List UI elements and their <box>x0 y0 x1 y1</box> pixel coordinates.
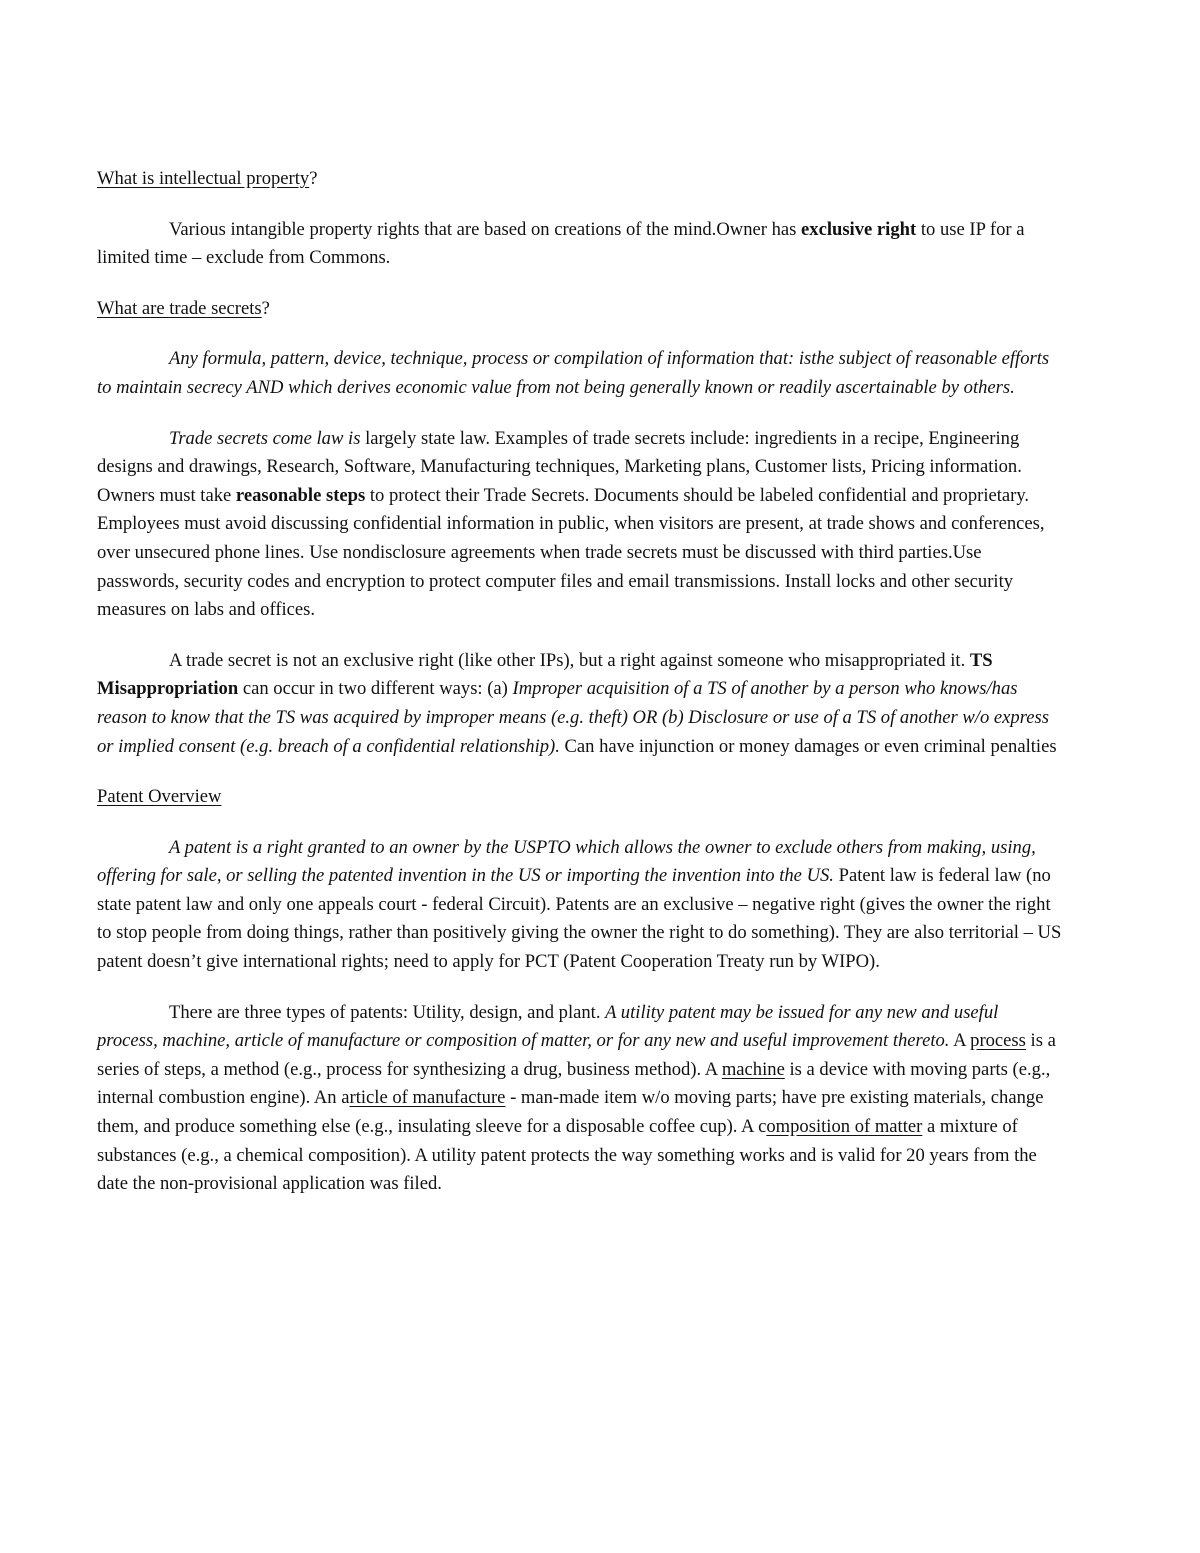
paragraph-ip-definition <box>97 216 1063 273</box>
paragraph-trade-secret-law <box>97 425 1063 625</box>
paragraph-trade-secret-definition <box>97 345 1063 402</box>
paragraph-patent-types <box>97 999 1063 1199</box>
text-run: to protect their Trade Secrets. Documents should be labeled confidential and proprietary. Employees must avoid discussing confidential information in public, when visitors are present, at trade shows and conferences, over unsecured phone lines. Use nondisclosure agreements when trade secrets must be discussed with third parties.Use passwords, security codes and encryption to protect computer files and email transmissions. Install locks and other security measures on labs and offices. <box>97 484 1045 621</box>
italic-text-run: Improper acquisition of a TS of another by a person who knows/has reason to know that the TS was acquired by improper means (e.g. theft) OR (b) Disclosure or use of a TS of another w/o express or implied consent (e.g. breach of a confidential relationship). <box>97 678 1049 757</box>
heading-intellectual-property <box>97 165 1063 194</box>
italic-text-run: Trade secrets come law is <box>169 427 361 449</box>
text-run: There are three types of patents: Utility, design, and plant. <box>169 1001 606 1023</box>
text-run: Can have injunction or money damages or even criminal penalties <box>559 735 1057 757</box>
heading-text: Patent Overview <box>97 786 222 808</box>
text-run: A <box>949 1030 971 1052</box>
text-run: a mixture of substances (e.g., a chemical composition). A utility patent protects the way something works and is valid for 20 years from the date the non-provisional application was filed. <box>97 1116 1037 1195</box>
text-run: can occur in two different ways: (a) <box>238 678 513 700</box>
bold-text-reasonable-steps: reasonable steps <box>235 484 366 506</box>
text-run: largely state law. Examples of trade secrets include: ingredients in a recipe, Engineering designs and drawings, Research, Software, Manufacturing techniques, Marketing plans, Customer lists, Pricing information. Owners must take <box>97 427 1022 506</box>
heading-patent-overview <box>97 783 1063 812</box>
bold-text-ts-misappropriation: TS Misappropriation <box>97 649 993 700</box>
italic-text-run: A utility patent may be issued for any new and useful process, machine, article of manufacture or composition of matter, or for any new and useful improvement thereto. <box>97 1001 999 1052</box>
heading-trade-secrets <box>97 295 1063 324</box>
text-run: is a series of steps, a method (e.g., process for synthesizing a drug, business method). A <box>97 1030 1056 1080</box>
underlined-term-machine: machine <box>721 1058 785 1080</box>
italic-text-run: A patent is a right granted to an owner by the USPTO which allows the owner to exclude others from making, using, offering for sale, or selling the patented invention in the US or importing the invention into the US. <box>97 836 1036 887</box>
text-run: Various intangible property rights that are based on creations of the mind.Owner has <box>169 218 802 240</box>
text-run: is a device with moving parts (e.g., internal combustion engine). An a <box>97 1058 1051 1109</box>
document-body <box>97 165 1063 1199</box>
underlined-term-article-of-manufacture: rticle of manufacture <box>349 1087 506 1109</box>
italic-text-definition: Any formula, pattern, device, technique, process or compilation of information that: isthe subject of reasonable efforts to maintain secrecy AND which derives economic value from not being generally known or readily ascertainable by others. <box>97 348 1050 398</box>
heading-text: What are trade secrets <box>97 297 262 319</box>
text-run: A trade secret is not an exclusive right (like other IPs), but a right against someone who misappropriated it. <box>169 649 970 671</box>
text-run: - man-made item w/o moving parts; have pre existing materials, change them, and produce something else (e.g., insulating sleeve for a disposable coffee cup). A c <box>97 1087 1044 1138</box>
bold-text-exclusive-right: exclusive right <box>801 218 917 240</box>
paragraph-misappropriation <box>97 647 1063 761</box>
heading-text: What is intellectual property <box>97 168 310 189</box>
paragraph-patent-definition <box>97 834 1063 977</box>
text-run: to use IP for a limited time – exclude from Commons. <box>97 218 1025 269</box>
heading-question-mark: ? <box>261 297 270 319</box>
underlined-term-composition-of-matter: omposition of matter <box>766 1116 923 1138</box>
underlined-term-process: process <box>970 1030 1026 1052</box>
heading-question-mark: ? <box>309 168 318 189</box>
text-run: Patent law is federal law (no state patent law and only one appeals court - federal Circuit). Patents are an exclusive – negative right (gives the owner the right to stop people from doing things, rather than positively giving the owner the right to do something). They are also territorial – US patent doesn’t give international rights; need to apply for PCT (Patent Cooperation Treaty run by WIPO). <box>97 865 1062 973</box>
